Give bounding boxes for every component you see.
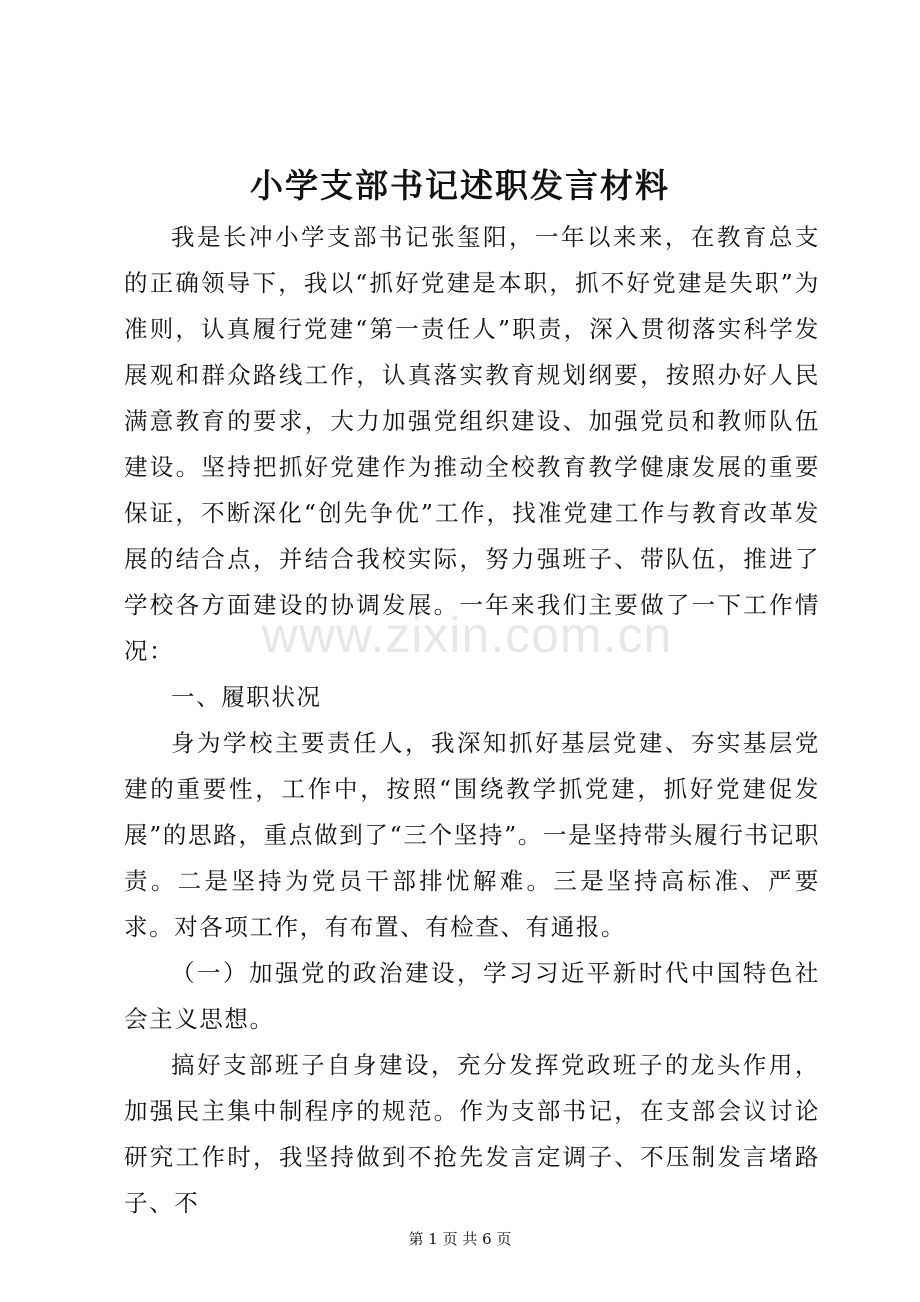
section-heading: 一、履职状况	[171, 683, 322, 711]
page-number-footer: 第 1 页 共 6 页	[408, 1230, 512, 1248]
document-body	[124, 214, 820, 1226]
site-watermark: www.zixin.com.cn	[261, 607, 673, 663]
document-title: 小学支部书记述职发言材料	[250, 166, 670, 205]
paragraph-team-building: 搞好支部班子自身建设，充分发挥党政班子的龙头作用，加强民主集中制程序的规范。作为支部书记，在支部会议讨论研究工作时，我坚持做到不抢先发言定调子、不压制发言堵路子、不	[124, 1051, 820, 1217]
paragraph-duty: 身为学校主要责任人，我深知抓好基层党建、夯实基层党建的重要性，工作中，按照“围绕教学抓党建，抓好党建促发展”的思路，重点做到了“三个坚持”。一是坚持带头履行书记职责。二是坚持为党员干部排忧解难。三是坚持高标准、严要求。对各项工作，有布置、有检查、有通报。	[124, 729, 820, 941]
subsection-heading: （一）加强党的政治建设，学习习近平新时代中国特色社会主义思想。	[124, 959, 820, 1033]
paragraph-intro: 我是长冲小学支部书记张玺阳，一年以来来，在教育总支的正确领导下，我以“抓好党建是本职，抓不好党建是失职”为准则，认真履行党建“第一责任人”职责，深入贯彻落实科学发展观和群众路线工作，认真落实教育规划纲要，按照办好人民满意教育的要求，大力加强党组织建设、加强党员和教师队伍建设。坚持把抓好党建作为推动全校教育教学健康发展的重要保证，不断深化“创先争优”工作，找准党建工作与教育改革发展的结合点，并结合我校实际，努力强班子、带队伍，推进了学校各方面建设的协调发展。一年来我们主要做了一下工作情况：	[124, 223, 820, 665]
